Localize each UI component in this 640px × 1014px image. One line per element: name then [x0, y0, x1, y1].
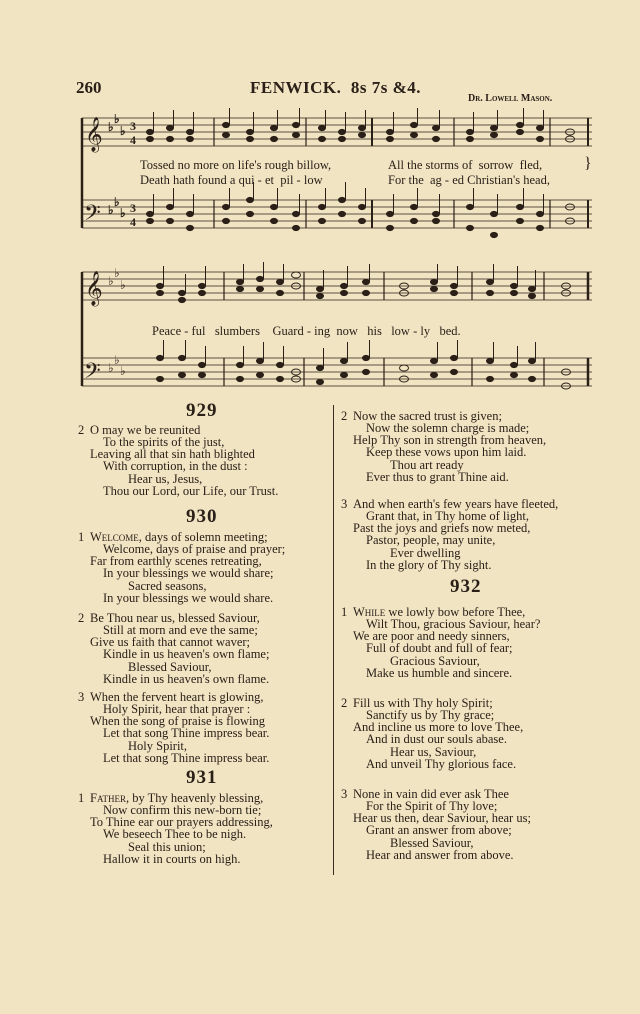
stanza-number: 2	[78, 611, 85, 625]
verse-line: Blessed Saviour,	[128, 660, 212, 674]
verse-line: O may we be reunited	[90, 423, 201, 437]
stanza-number: 3	[341, 497, 348, 511]
verse-line: Thou art ready	[390, 458, 464, 472]
verse-line: Welcome, days of praise and prayer;	[103, 542, 286, 556]
brace-right-icon: }	[584, 155, 592, 172]
composer-credit: Dr. Lowell Mason.	[468, 93, 553, 104]
verse-line: Hear us then, dear Saviour, hear us;	[353, 811, 531, 825]
verse-line: Hear and answer from above.	[366, 848, 514, 862]
svg-text:♭: ♭	[108, 274, 114, 288]
verse-line: Gracious Saviour,	[390, 654, 480, 668]
svg-text:♭: ♭	[108, 120, 114, 134]
verse-line: In the glory of Thy sight.	[366, 558, 492, 572]
verse-line: Make us humble and sincere.	[366, 666, 513, 680]
verse-line: Still at morn and eve the same;	[103, 623, 258, 637]
verse-text: days of solemn meeting;	[141, 530, 268, 544]
verse-line: Full of doubt and full of fear;	[366, 641, 513, 655]
verse-line: Past the joys and griefs now meted,	[353, 521, 531, 535]
lyric-line: For the ag - ed Christian's head,	[388, 173, 550, 187]
verse-line: Seal this union;	[128, 840, 206, 854]
svg-text:3: 3	[130, 119, 136, 133]
verse-line: Help Thy son in strength from heaven,	[353, 433, 547, 447]
verse-text: we lowly bow before Thee,	[385, 605, 526, 619]
hymn-number: 929	[186, 400, 218, 421]
stanza-number: 3	[341, 787, 348, 801]
verse-line: Grant an answer from above;	[366, 823, 512, 837]
lyric-line: Tossed no more on life's rough billow,	[140, 158, 332, 172]
svg-text:♭: ♭	[120, 364, 126, 378]
verse-line: For the Spirit of Thy love;	[366, 799, 498, 813]
verse-line: Ever dwelling	[390, 546, 461, 560]
lyric-line: Peace - ful slumbers Guard - ing now his low - ly bed.	[152, 324, 461, 338]
svg-text:4: 4	[130, 215, 136, 229]
verse-line: Thou our Lord, our Life, our Trust.	[103, 484, 279, 498]
verse-line: Pastor, people, may unite,	[366, 533, 496, 547]
lyric-line: Death hath found a qui - et pil - low	[140, 173, 323, 187]
verse-line: Fill us with Thy holy Spirit;	[353, 696, 493, 710]
svg-text:♭: ♭	[120, 278, 126, 292]
verse-line: Let that song Thine impress bear.	[103, 726, 270, 740]
lyric-line: All the storms of sorrow fled,	[388, 158, 543, 172]
verse-line: And incline us more to love Thee,	[353, 720, 524, 734]
first-word: Welcome,	[90, 530, 142, 544]
svg-text:♭: ♭	[114, 195, 120, 209]
hymn-number: 931	[186, 767, 218, 788]
verse-line: Keep these vows upon him laid.	[366, 445, 527, 459]
verse-line: To Thine ear our prayers addressing,	[90, 815, 273, 829]
verse-line: When the fervent heart is glowing,	[90, 690, 264, 704]
svg-text:3: 3	[130, 201, 136, 215]
verse-line: Sacred seasons,	[128, 579, 207, 593]
verse-line: When the song of praise is flowing	[90, 714, 265, 728]
verse-line: We are poor and needy sinners,	[353, 629, 510, 643]
svg-text:♭: ♭	[108, 361, 114, 375]
hymn-number: 930	[186, 506, 218, 527]
stanza-number: 2	[341, 696, 348, 710]
verse-line: None in vain did ever ask Thee	[353, 787, 509, 801]
verse-line: With corruption, in the dust :	[103, 459, 248, 473]
hymn-number: 932	[450, 576, 482, 597]
tune-title	[250, 78, 421, 98]
verse-line: Kindle in us heaven's own flame.	[103, 672, 270, 686]
verse-line: And unveil Thy glorious face.	[366, 757, 517, 771]
verse-line: Far from earthly scenes retreating,	[90, 554, 262, 568]
first-word: Father,	[90, 791, 130, 805]
tune-name: FENWICK.	[250, 78, 342, 97]
verse-line: Now the sacred trust is given;	[353, 409, 502, 423]
verse-line: Hear us, Saviour,	[390, 745, 477, 759]
stanza-number: 2	[341, 409, 348, 423]
verse-line: And in dust our souls abase.	[366, 732, 507, 746]
verse-text: by Thy heavenly blessing,	[129, 791, 264, 805]
verse-line: We beseech Thee to be nigh.	[103, 827, 247, 841]
stanza-number: 1	[78, 791, 85, 805]
svg-text:♭: ♭	[120, 124, 126, 138]
verse-line: Holy Spirit,	[128, 739, 188, 753]
stanza-number: 3	[78, 690, 85, 704]
stanza-number: 1	[78, 530, 85, 544]
verse-line: Hallow it in courts on high.	[103, 852, 241, 866]
verse-line: Grant that, in Thy home of light,	[366, 509, 529, 523]
verse-line: To the spirits of the just,	[103, 435, 225, 449]
svg-text:𝄢: 𝄢	[84, 201, 101, 231]
stanza-number: 1	[341, 605, 348, 619]
verse-line: Ever thus to grant Thine aid.	[366, 470, 509, 484]
first-word: While	[353, 605, 386, 619]
verse-line: Give us faith that cannot waver;	[90, 635, 251, 649]
svg-text:♭: ♭	[114, 353, 120, 367]
verse-line: In your blessings we would share;	[103, 566, 274, 580]
page-number: 260	[76, 78, 102, 97]
verse-line: Kindle in us heaven's own flame;	[103, 647, 270, 661]
verse-line: In your blessings we would share.	[103, 591, 274, 605]
stanza-number: 2	[78, 423, 85, 437]
verse-line: Sanctify us by Thy grace;	[366, 708, 495, 722]
verse-line: Leaving all that sin hath blighted	[90, 447, 255, 461]
svg-text:4: 4	[130, 133, 136, 147]
verse-line: Let that song Thine impress bear.	[103, 751, 270, 765]
svg-text:𝄞: 𝄞	[85, 117, 103, 152]
svg-text:𝄢: 𝄢	[84, 359, 101, 388]
svg-text:♭: ♭	[120, 206, 126, 220]
svg-text:♭: ♭	[114, 266, 120, 280]
verse-line: Hear us, Jesus,	[128, 472, 203, 486]
verse-line: Blessed Saviour,	[390, 836, 474, 850]
tune-meter: 8s 7s &4.	[350, 78, 422, 97]
svg-text:♭: ♭	[114, 112, 120, 126]
verse-line: Be Thou near us, blessed Saviour,	[90, 611, 260, 625]
verse-line: Wilt Thou, gracious Saviour, hear?	[366, 617, 541, 631]
verse-line: And when earth's few years have fleeted,	[353, 497, 559, 511]
column-divider	[333, 405, 334, 875]
svg-text:♭: ♭	[108, 203, 114, 217]
svg-text:𝄞: 𝄞	[85, 272, 103, 305]
verse-line: Holy Spirit, hear that prayer :	[103, 702, 251, 716]
verse-line: Now the solemn charge is made;	[366, 421, 530, 435]
verse-line: Now confirm this new-born tie;	[103, 803, 262, 817]
